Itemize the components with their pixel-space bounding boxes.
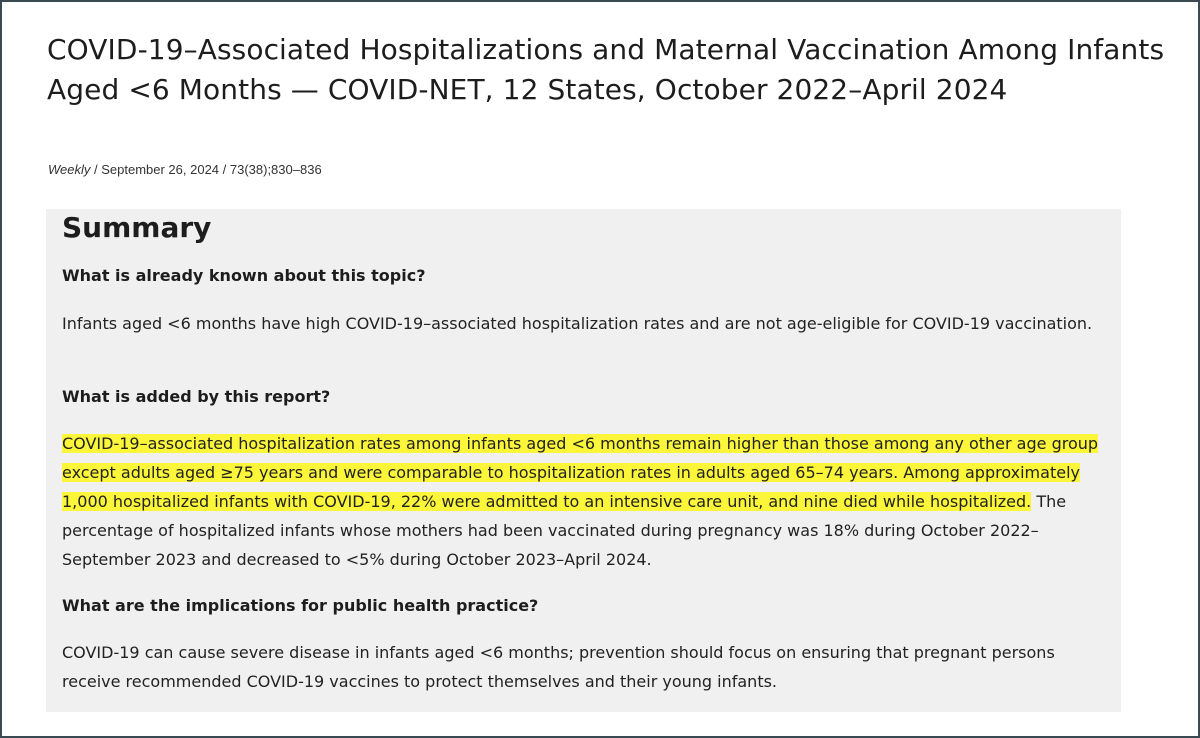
summary-heading: Summary — [62, 211, 212, 244]
answer-implications: COVID-19 can cause severe disease in infants aged <6 months; prevention should focus on ensuring that pregnant persons receive recommended COVID-19 vaccines to protect themselves and their young infants. — [62, 643, 1055, 691]
question-implications: What are the implications for public health practice? — [62, 596, 539, 615]
question-known: What is already known about this topic? — [62, 266, 426, 285]
answer-added — [62, 429, 1102, 574]
answer-added-rest: The percentage of hospitalized infants whose mothers had been vaccinated during pregnancy was 18% during October 2022–September 2023 and decreased to <5% during October 2023–April 2024. — [62, 492, 1067, 569]
article-citation — [48, 162, 322, 177]
article-title: COVID-19–Associated Hospitalizations and Maternal Vaccination Among Infants Aged <6 Months — COVID-NET, 12 States, October 2022–April 2024 — [47, 33, 1165, 106]
answer-known: Infants aged <6 months have high COVID-19–associated hospitalization rates and are not age-eligible for COVID-19 vaccination. — [62, 314, 1093, 333]
summary-box — [46, 209, 1121, 712]
highlighted-text: COVID-19–associated hospitalization rates among infants aged <6 months remain higher than those among any other age group except adults aged ≥75 years and were comparable to hospitalization rates in adults aged 65–74 years. Among approximately 1,000 hospitalized infants with COVID-19, 22% were admitted to an intensive care unit, and nine died while hospitalized. — [62, 434, 1099, 511]
publication-name[interactable]: Weekly — [48, 162, 91, 177]
citation-details: / September 26, 2024 / 73(38);830–836 — [90, 162, 322, 177]
question-added: What is added by this report? — [62, 387, 331, 406]
